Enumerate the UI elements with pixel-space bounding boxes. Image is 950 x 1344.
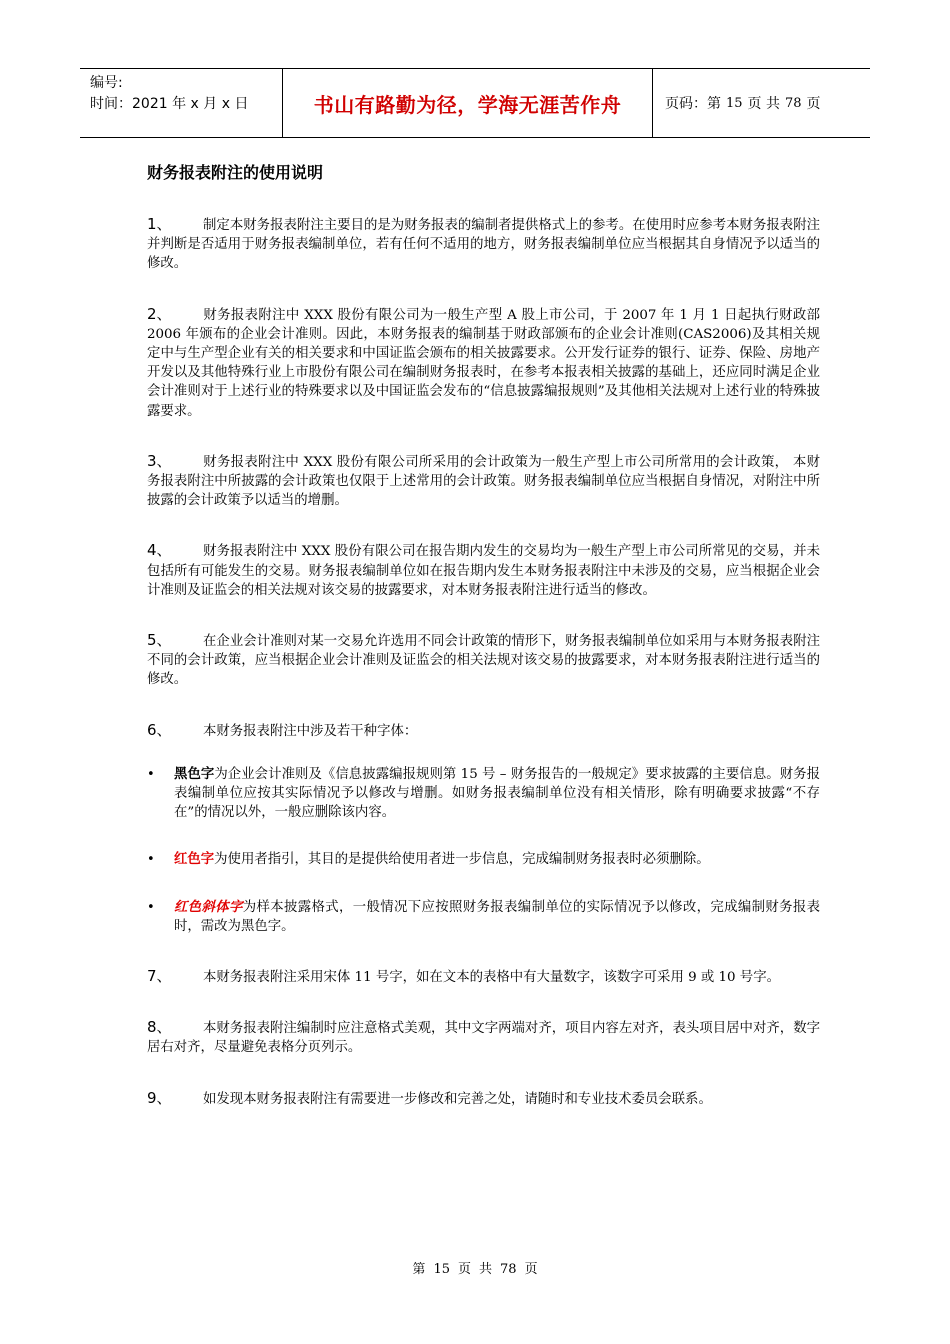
footer-page-total: 78 [500, 1262, 517, 1277]
paragraph-text: 本财务报表附注采用宋体 11 号字，如在文本的表格中有大量数字，该数字可采用 9 或 10 号字。 [203, 970, 780, 986]
paragraph-number: 8、 [147, 1018, 172, 1037]
bullet-label: 红色斜体字 [174, 899, 243, 915]
page-footer [0, 1258, 950, 1277]
paragraph-number: 9、 [147, 1088, 172, 1107]
bullet-text: 为样本披露格式，一般情况下应按照财务报表编制单位的实际情况予以修改，完成编制财务报表时，需改为黑色字。 [174, 899, 821, 934]
bullet-label: 黑色字 [174, 766, 215, 782]
code-label: 编号: [90, 75, 123, 91]
page-total: 78 [785, 95, 802, 111]
header-motto: 书山有路勤为径，学海无涯苦作舟 [283, 69, 653, 137]
date-label: 时间：2021 年 x 月 x 日 [90, 96, 249, 112]
footer-prefix: 第 [412, 1262, 426, 1277]
paragraph-9 [147, 1089, 820, 1109]
bullet-text: 为使用者指引，其目的是提供给使用者进一步信息，完成编制财务报表时必须删除。 [214, 852, 710, 868]
footer-page-number: 15 [433, 1262, 450, 1277]
bullet-red-text [147, 850, 820, 869]
paragraph-number: 1、 [147, 215, 172, 233]
paragraph-2 [147, 305, 820, 421]
page-header [80, 68, 870, 138]
page-number: 15 [726, 95, 743, 111]
paragraph-3 [147, 452, 820, 511]
bullet-red-italic-text [147, 898, 820, 936]
paragraph-number: 2、 [147, 304, 172, 323]
paragraph-text: 本财务报表附注编制时应注意格式美观，其中文字两端对齐，项目内容左对齐，表头项目居中对齐，数字居右对齐，尽量避免表格分页列示。 [147, 1021, 820, 1056]
paragraph-number: 7、 [147, 967, 172, 986]
paragraph-4 [147, 541, 820, 600]
bullet-text: 为企业会计准则及《信息披露编报规则第 15 号 – 财务报告的一般规定》要求披露的主要信息。财务报表编制单位应按其实际情况予以修改与增删。如财务报表编制单位没有相关情形，除有明确要求披露“不存在”的情况以外，一般应删除该内容。 [174, 766, 820, 821]
paragraph-1 [147, 215, 820, 274]
page-mid: 页 共 [747, 96, 780, 112]
paragraph-number: 3、 [147, 451, 172, 470]
paragraph-number: 4、 [147, 541, 172, 560]
bullet-dot: • [147, 899, 155, 915]
bullet-dot: • [147, 852, 155, 868]
footer-mid: 页 [457, 1262, 471, 1277]
paragraph-text: 制定本财务报表附注主要目的是为财务报表的编制者提供格式上的参考。在使用时应参考本财务报表附注并判断是否适用于财务报表编制单位，若有任何不适用的地方，财务报表编制单位应当根据其自身情况予以适当的修改。 [147, 218, 820, 272]
page-prefix: 页码：第 [665, 96, 721, 112]
paragraph-text: 财务报表附注中 XXX 股份有限公司所采用的会计政策为一般生产型上市公司所常用的会计政策， 本财务报表附注中所披露的会计政策也仅限于上述常用的会计政策。财务报表编制单位应当根据自身情况，对附注中所披露的会计政策予以适当的增删。 [147, 454, 820, 509]
bullet-dot: • [147, 766, 155, 782]
paragraph-number: 5、 [147, 631, 172, 650]
footer-suffix: 页 [524, 1262, 538, 1277]
footer-total-prefix: 共 [479, 1262, 493, 1277]
bullet-label: 红色字 [174, 852, 215, 868]
paragraph-text: 财务报表附注中 XXX 股份有限公司在报告期内发生的交易均为一般生产型上市公司所常见的交易，并未包括所有可能发生的交易。财务报表编制单位如在报告期内发生本财务报表附注中未涉及的交易，应当根据企业会计准则及证监会的相关法规对该交易的披露要求，对本财务报表附注进行适当的修改。 [147, 544, 820, 598]
bullet-black-text [147, 765, 820, 823]
paragraph-text: 本财务报表附注中涉及若干种字体： [203, 723, 418, 739]
document-body [147, 215, 820, 1140]
paragraph-7 [147, 967, 820, 987]
paragraph-text: 如发现本财务报表附注有需要进一步修改和完善之处，请随时和专业技术委员会联系。 [203, 1091, 712, 1107]
paragraph-8 [147, 1018, 820, 1057]
header-meta [80, 69, 283, 137]
header-page-info [653, 69, 870, 137]
paragraph-text: 在企业会计准则对某一交易允许选用不同会计政策的情形下，财务报表编制单位如采用与本财务报表附注不同的会计政策，应当根据企业会计准则及证监会的相关法规对该交易的披露要求，对本财务报表附注进行适当的修改。 [147, 634, 820, 688]
paragraph-number: 6、 [147, 720, 172, 739]
page-suffix: 页 [806, 96, 821, 112]
paragraph-5 [147, 631, 820, 690]
paragraph-text: 财务报表附注中 XXX 股份有限公司为一般生产型 A 股上市公司，于 2007 年 1 月 1 日起执行财政部 2006 年颁布的企业会计准则。因此，本财务报表的编制基于财政部颁布的企业会计准则(CAS2006)及其相关规定中与生产型企业有关的相关要求和中国证监会颁布的相关披露要求。公开发行证券的银行、证券、保险、房地产开发以及其他特殊行业上市股份有限公司在编制财务报表时，在参考本报表相关披露的基础上，还应同时满足企业会计准则对于上述行业的特殊要求以及中国证监会发布的“信息披露编报规则”及其他相关法规对上述行业的特殊披露要求。 [147, 307, 820, 419]
paragraph-6 [147, 721, 820, 741]
document-title: 财务报表附注的使用说明 [147, 163, 324, 182]
